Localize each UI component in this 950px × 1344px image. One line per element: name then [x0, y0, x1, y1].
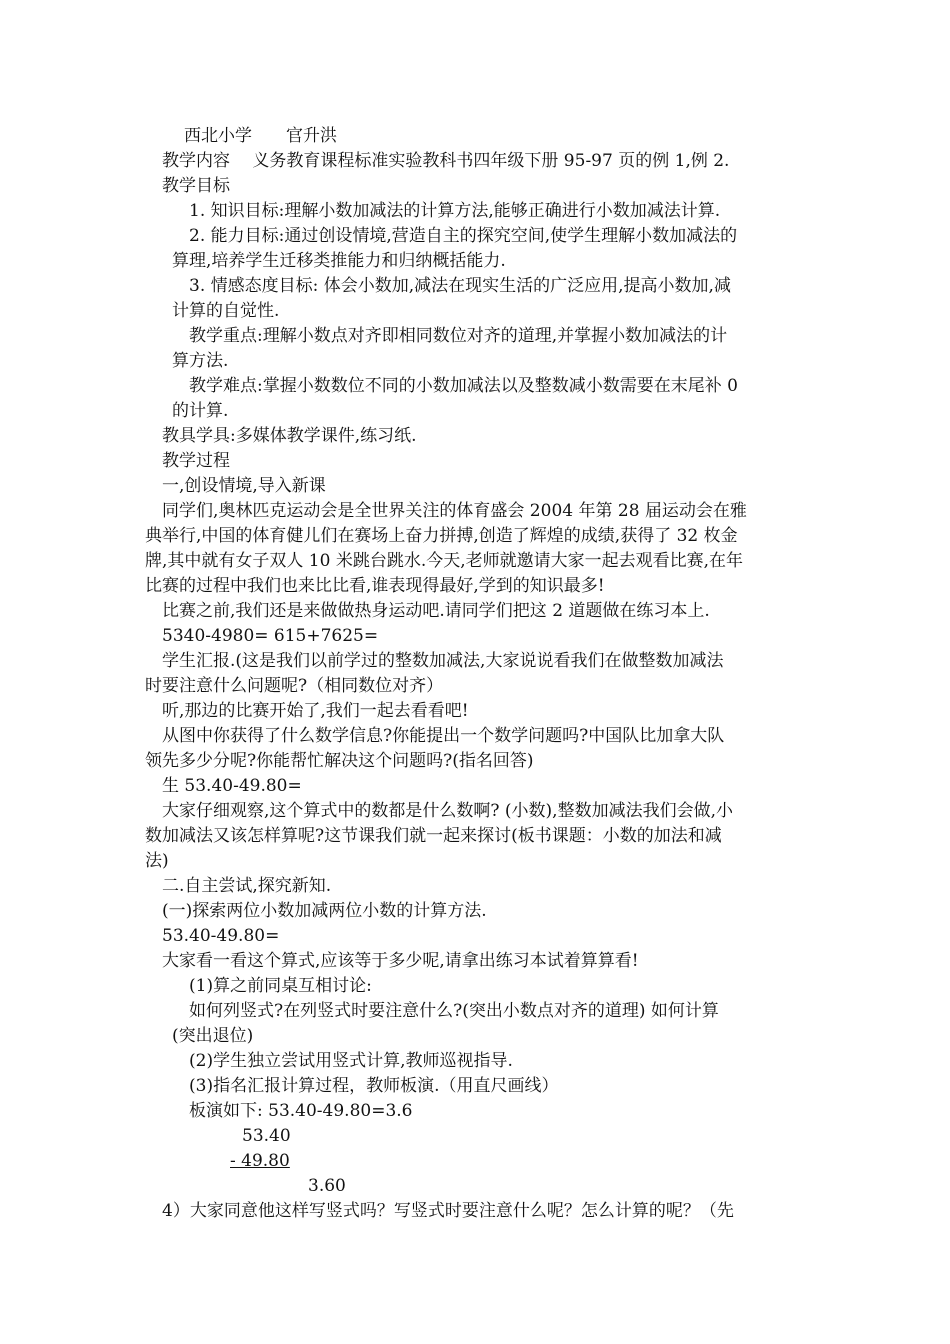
difficulty-line-2: 的计算.	[172, 401, 229, 421]
content-line: 教学内容 义务教育课程标准实验教科书四年级下册 95-97 页的例 1,例 2.	[162, 151, 730, 171]
goal-3-line-2: 计算的自觉性.	[172, 301, 280, 321]
goal-2-line-2: 算理,培养学生迁移类推能力和归纳概括能力.	[172, 251, 506, 271]
paragraph-2: 比赛之前,我们还是来做做热身运动吧.请同学们把这 2 道题做在练习本上.	[162, 601, 710, 621]
paragraph-5: 听,那边的比赛开始了,我们一起去看看吧!	[162, 701, 469, 721]
warmup-exercises: 5340-4980= 615+7625=	[162, 626, 379, 646]
paragraph-11: 4）大家同意他这样写竖式吗？写竖式时要注意什么呢？怎么计算的呢？（先	[162, 1201, 734, 1221]
paragraph-1-line-1: 同学们,奥林匹克运动会是全世界关注的体育盛会 2004 年第 28 届运动会在雅	[162, 501, 747, 521]
paragraph-6-line-2: 领先多少分呢?你能帮忙解决这个问题吗?(指名回答)	[145, 751, 534, 771]
student-answer: 生 53.40-49.80=	[162, 776, 302, 796]
goal-2-line-1: 2. 能力目标:通过创设情境,营造自主的探究空间,使学生理解小数加减法的	[189, 226, 738, 246]
step-2: (2)学生独立尝试用竖式计算,教师巡视指导.	[189, 1051, 513, 1071]
tools-line: 教具学具:多媒体教学课件,练习纸.	[162, 426, 417, 446]
goal-1: 1. 知识目标:理解小数加减法的计算方法,能够正确进行小数加减法计算.	[189, 201, 721, 221]
goals-title: 教学目标	[162, 176, 230, 196]
header-line: 西北小学 官升洪	[184, 126, 337, 146]
paragraph-8-line-3: 法)	[145, 851, 169, 871]
step-1-question-line-2: (突出退位)	[172, 1026, 254, 1046]
paragraph-6-line-1: 从图中你获得了什么数学信息?你能提出一个数学问题吗?中国队比加拿大队	[162, 726, 725, 746]
process-title: 教学过程	[162, 451, 230, 471]
difficulty-line-1: 教学难点:掌握小数数位不同的小数加减法以及整数减小数需要在末尾补 0	[189, 376, 738, 396]
goal-3-line-1: 3. 情感态度目标: 体会小数加,减法在现实生活的广泛应用,提高小数加,减	[189, 276, 731, 296]
paragraph-4-line-2: 时要注意什么问题呢?（相同数位对齐）	[145, 676, 444, 696]
paragraph-8-line-2: 数加减法又该怎样算呢?这节课我们就一起来探讨(板书课题：小数的加法和减	[145, 826, 722, 846]
paragraph-1-line-3: 牌,其中就有女子双人 10 米跳台跳水.今天,老师就邀请大家一起去观看比赛,在年	[145, 551, 744, 571]
vertical-subtrahend: - 49.80	[230, 1151, 290, 1171]
paragraph-4-line-1: 学生汇报.(这是我们以前学过的整数加减法,大家说说看我们在做整数加减法	[162, 651, 724, 671]
step-1-question-line-1: 如何列竖式?在列竖式时要注意什么?(突出小数点对齐的道理) 如何计算	[189, 1001, 719, 1021]
key-point-line-1: 教学重点:理解小数点对齐即相同数位对齐的道理,并掌握小数加减法的计	[189, 326, 728, 346]
expression-line: 53.40-49.80=	[162, 926, 280, 946]
section-2-title: 二.自主尝试,探究新知.	[162, 876, 332, 896]
vertical-top-number: 53.40	[242, 1126, 291, 1146]
paragraph-1-line-4: 比赛的过程中我们也来比比看,谁表现得最好,学到的知识最多!	[145, 576, 605, 596]
board-line: 板演如下: 53.40-49.80=3.6	[189, 1101, 413, 1121]
paragraph-10: 大家看一看这个算式,应该等于多少呢,请拿出练习本试着算算看!	[162, 951, 639, 971]
subsection-1-title: (一)探索两位小数加减两位小数的计算方法.	[162, 901, 487, 921]
step-1: (1)算之前同桌互相讨论:	[189, 976, 372, 996]
step-3: (3)指名汇报计算过程，教师板演.（用直尺画线）	[189, 1076, 559, 1096]
key-point-line-2: 算方法.	[172, 351, 229, 371]
paragraph-1-line-2: 典举行,中国的体育健儿们在赛场上奋力拼搏,创造了辉煌的成绩,获得了 32 枚金	[145, 526, 738, 546]
section-1-title: 一,创设情境,导入新课	[162, 476, 326, 496]
vertical-result: 3.60	[308, 1176, 346, 1196]
paragraph-8-line-1: 大家仔细观察,这个算式中的数都是什么数啊? (小数),整数加减法我们会做,小	[162, 801, 733, 821]
